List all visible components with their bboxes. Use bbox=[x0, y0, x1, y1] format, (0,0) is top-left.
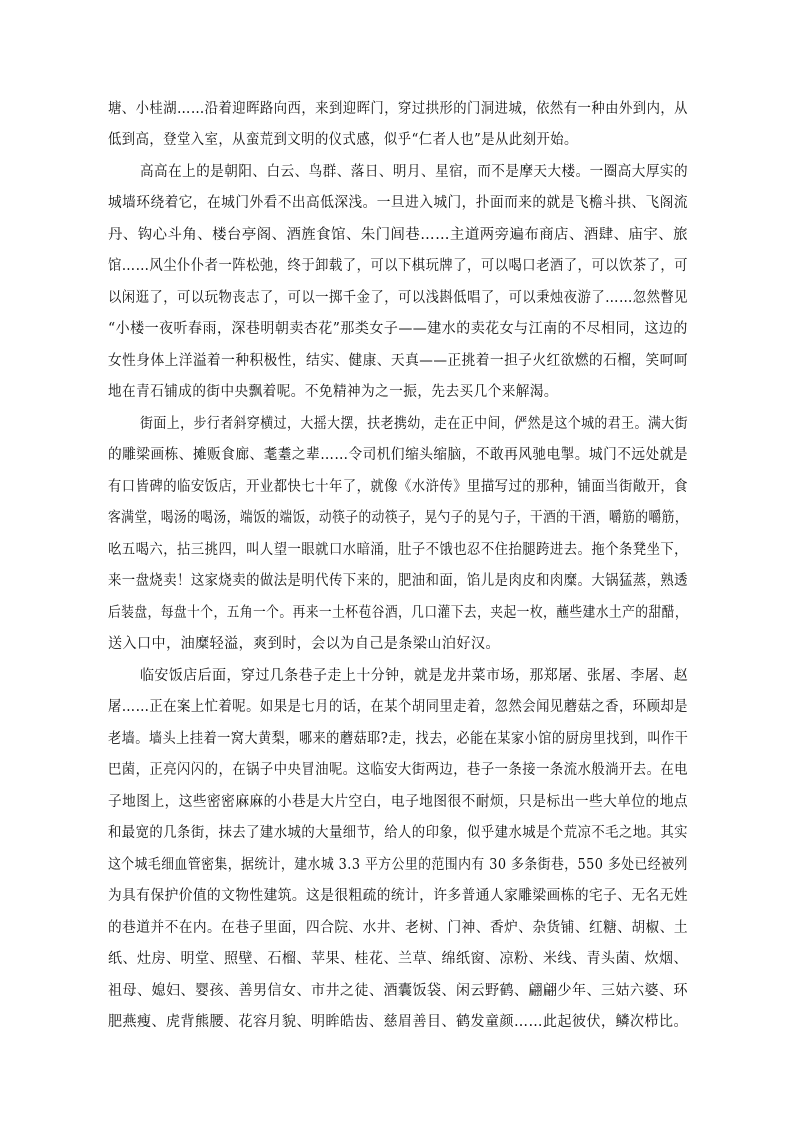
text-line: “小楼一夜听春雨，深巷明朝卖杏花”那类女子——建水的卖花女与江南的不尽相同，这边的 bbox=[108, 321, 688, 337]
text-line: 城墙环绕着它，在城门外看不出高低深浅。一旦进入城门，扑面而来的就是飞檐斗拱、飞阁流 bbox=[108, 195, 688, 211]
text-line: 的巷道并不在内。在巷子里面，四合院、水井、老树、门神、香炉、杂货铺、红糖、胡椒、土 bbox=[108, 920, 688, 936]
text-line: 客满堂，喝汤的喝汤，端饭的端饭，动筷子的动筷子，晃勺子的晃勺子，干酒的干酒，嚼筋的嚼筋， bbox=[108, 510, 688, 526]
paragraph-first-line: 临安饭店后面，穿过几条巷子走上十分钟，就是龙井菜市场，那郑屠、张屠、李屠、赵 bbox=[140, 668, 688, 684]
text-line: 馆……风尘仆仆者一阵松弛，终于卸载了，可以下棋玩牌了，可以喝口老酒了，可以饮茶了，可 bbox=[108, 258, 688, 274]
text-line: 纸、灶房、明堂、照壁、石榴、苹果、桂花、兰草、绵纸窗、凉粉、米线、青头菌、炊烟、 bbox=[108, 951, 688, 967]
text-line: 以闲逛了，可以玩物丧志了，可以一掷千金了，可以浅斟低唱了，可以秉烛夜游了……忽然瞥见 bbox=[108, 290, 688, 306]
text-line: 屠……正在案上忙着呢。如果是七月的话，在某个胡同里走着，忽然会闻见蘑菇之香，环顾却是 bbox=[108, 699, 688, 715]
text-line: 祖母、媳妇、婴孩、善男信女、市井之徒、酒囊饭袋、闲云野鹤、翩翩少年、三姑六婆、环 bbox=[108, 983, 688, 999]
text-line: 和最宽的几条街，抹去了建水城的大量细节，给人的印象，似乎建水城是个荒凉不毛之地。其实 bbox=[108, 825, 688, 841]
paragraph-first-line: 高高在上的是朝阳、白云、鸟群、落日、明月、星宿，而不是摩天大楼。一圈高大厚实的 bbox=[140, 164, 688, 180]
text-line: 巴菌，正亮闪闪的，在锅子中央冒油呢。这临安大街两边，巷子一条接一条流水般淌开去。在电 bbox=[108, 762, 688, 778]
text-line: 的雕梁画栋、摊贩食廊、耄耋之辈……令司机们缩头缩脑，不敢再风驰电掣。城门不远处就是 bbox=[108, 447, 688, 463]
text-line: 后装盘，每盘十个，五角一个。再来一土杯苞谷酒，几口灌下去，夹起一枚，蘸些建水土产的甜醋， bbox=[108, 605, 688, 621]
text-line: 塘、小桂湖……沿着迎晖路向西，来到迎晖门，穿过拱形的门洞进城，依然有一种由外到内，从 bbox=[108, 101, 688, 117]
text-line: 低到高，登堂入室，从蛮荒到文明的仪式感，似乎“仁者人也”是从此刻开始。 bbox=[108, 132, 578, 148]
text-line: 吆五喝六，拈三挑四，叫人望一眼就口水暗涌，肚子不饿也忍不住抬腿跨进去。拖个条凳坐下， bbox=[108, 542, 688, 558]
text-line: 有口皆碑的临安饭店，开业都快七十年了，就像《水浒传》里描写过的那种，铺面当街敞开，食 bbox=[108, 479, 688, 495]
text-line: 送入口中，油糜轻溢，爽到时，会以为自己是条梁山泊好汉。 bbox=[108, 636, 500, 652]
text-line: 女性身体上洋溢着一种积极性，结实、健康、天真——正挑着一担子火红欲燃的石榴，笑呵呵 bbox=[108, 353, 688, 369]
text-line: 子地图上，这些密密麻麻的小巷是大片空白，电子地图很不耐烦，只是标出一些大单位的地点 bbox=[108, 794, 688, 810]
text-line: 为具有保护价值的文物性建筑。这是很粗疏的统计，许多普通人家雕梁画栋的宅子、无名无姓 bbox=[108, 888, 688, 904]
text-line: 丹、钩心斗角、楼台亭阁、酒旌食馆、朱门闾巷……主道两旁遍布商店、酒肆、庙宇、旅 bbox=[108, 227, 688, 243]
text-line: 来一盘烧卖！这家烧卖的做法是明代传下来的，肥油和面，馅儿是肉皮和肉糜。大锅猛蒸，熟透 bbox=[108, 573, 688, 589]
text-line: 这个城毛细血管密集，据统计，建水城 3.3 平方公里的范围内有 30 多条街巷，550 多处已经被列 bbox=[108, 857, 688, 873]
text-line: 老墙。墙头上挂着一窝大黄梨，哪来的蘑菇耶?走，找去，必能在某家小馆的厨房里找到，叫作干 bbox=[108, 731, 689, 747]
paragraph-first-line: 街面上，步行者斜穿横过，大摇大摆，扶老携幼，走在正中间，俨然是这个城的君王。满大街 bbox=[140, 416, 688, 432]
text-line: 肥燕瘦、虎背熊腰、花容月貌、明眸皓齿、慈眉善目、鹤发童颜……此起彼伏，鳞次栉比。 bbox=[108, 1014, 688, 1030]
text-line: 地在青石铺成的街中央飘着呢。不免精神为之一振，先去买几个来解渴。 bbox=[108, 384, 558, 400]
